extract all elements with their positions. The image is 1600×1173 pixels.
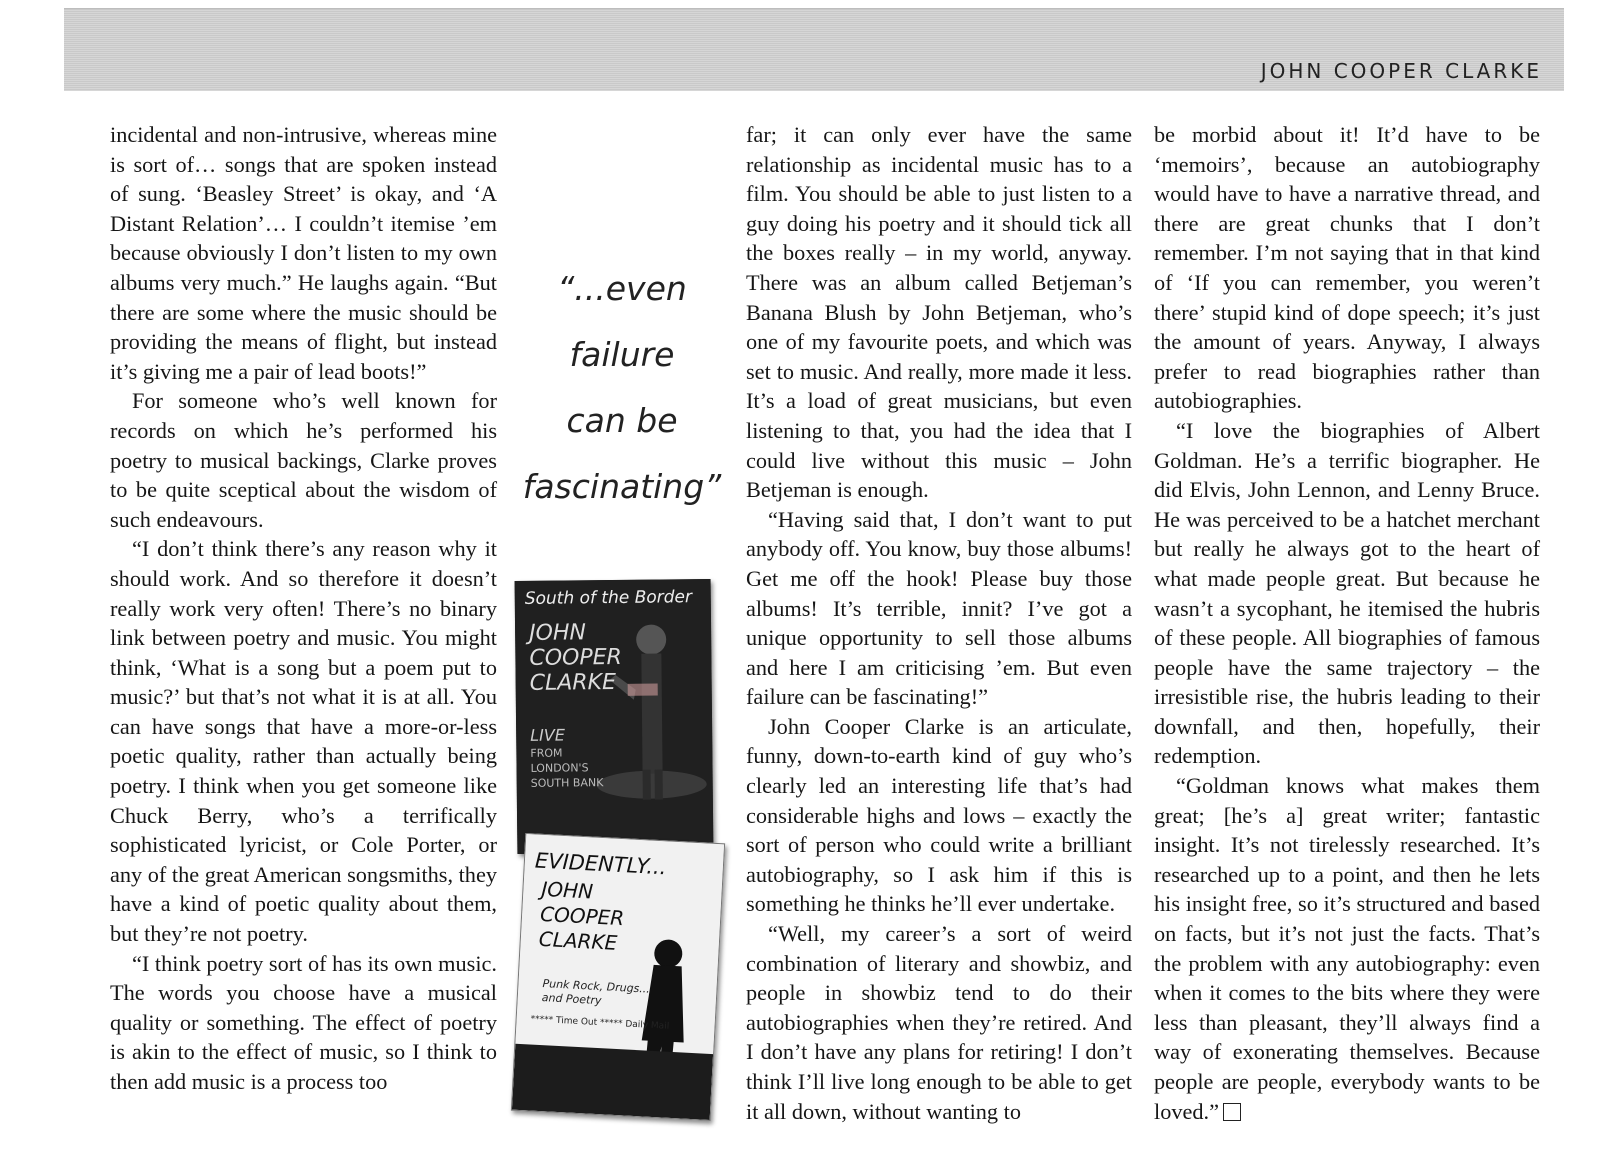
paragraph: “I love the biographies of Albert Goldman. He’s a terrific biographer. He did Elvis, John Lennon, and Lenny Bruce. He was perceived to be a hatchet merchant but really he always got to the heart of what made people great. But because he wasn’t a sycophant, he itemised the hubris of these people. All biographies of famous people have the same trajectory – the irresistible rise, the hubris leading to their downfall, and then, hopefully, their redemption. [1154, 417, 1540, 769]
paragraph: “I think poetry sort of has its own music. The words you choose have a musical quality or something. The effect of poetry is akin to the effect of music, so I think to then add music is a process too [110, 950, 497, 1094]
dvd-name-line: CLARKE [538, 926, 618, 955]
text-column-4 [1154, 120, 1540, 1126]
dvd-cover-south-of-the-border [515, 579, 714, 854]
dvd-title: South of the Border [524, 587, 693, 609]
dvd-cover-evidently [511, 833, 725, 1121]
dvd-tagline-line: Punk Rock, Drugs... [542, 977, 651, 996]
dvd-location-line: LONDON'S [530, 761, 589, 775]
dvd-tagline-line: and Poetry [541, 991, 602, 1008]
dvd-location-line: FROM [530, 746, 563, 760]
paragraph: For someone who’s well known for records on which he’s performed his poetry to musical backings, Clarke proves to be quite sceptical about the wisdom of such endeavours. [110, 388, 497, 532]
paragraph-text: “Goldman knows what makes them great; [he’s a] great writer; fantastic insight. It’s not tirelessly researched. It’s researched up to a point, and then he lets his insight free, so it’s structured and based on facts, but it’s not just the facts. That’s the problem with any autobiography: even when it comes to the bits where they were less than pleasant, they’ll always find a way of exonerating themselves. Because people are people, everybody wants to be loved.” [1154, 773, 1540, 1124]
paragraph: John Cooper Clarke is an articulate, funny, down-to-earth kind of guy who’s clearly led an interesting life that’s had considerable highs and lows – exactly the sort of person who could write a brilliant autobiography, so I ask him if this is something he thinks he’ll ever undertake. [746, 713, 1132, 917]
pull-quote-line: fascinating” [522, 467, 722, 506]
dvd-name-line: CLARKE [529, 669, 617, 696]
pull-quote-line: “...even failure [557, 269, 687, 374]
text-column-3 [746, 120, 1132, 1126]
paragraph: “Well, my career’s a sort of weird combination of literary and showbiz, and people in showbiz tend to do their autobiographies when they’re retired. And I don’t have any plans for retiring! I don’t think I’ll live long enough to be able to get it all down, without wanting to [746, 921, 1132, 1124]
dvd-location-line: SOUTH BANK [530, 776, 604, 790]
dvd-live-label: LIVE [530, 725, 565, 745]
paragraph: be morbid about it! It’d have to be ‘memoirs’, because an autobiography would have to have a narrative thread, and there are great chunks that I don’t remember. I’m not saying that in that kind of ‘If you can remember, you weren’t there’ stupid kind of dope speech; it’s just the amount of years. Anyway, I always prefer to read biographies rather than autobiographies. [1154, 122, 1540, 414]
dvd-title: EVIDENTLY... [534, 848, 668, 880]
paragraph: “I don’t think there’s any reason why it should work. And so therefore it doesn’t really work very often! There’s no binary link between poetry and music. You might think, ‘What is a song but a poem put to music?’ but that’s not what it is at all. You can have songs that have a more-or-less poetic quality, rather than actually being poetry. I think when you get someone like Chuck Berry, who’s a terrifically sophisticated lyricist, or Cole Porter, or any of the great American songsmiths, they have a kind of poetic quality about them, but they’re not poetry. [110, 536, 498, 947]
header-band [64, 8, 1564, 91]
paragraph: “Having said that, I don’t want to put anybody off. You know, buy those albums! Get me off the hook! Please buy those albums! It’s terrible, innit? I’ve got a unique opportunity to sell those albums and here I am criticising ’em. But even failure can be fascinating!” [746, 506, 1132, 710]
pull-quote-line: can be [566, 401, 678, 440]
running-head: JOHN COOPER CLARKE [1260, 59, 1542, 83]
dvd-name-line: JOHN [540, 876, 594, 904]
dvd-name-line: JOHN [528, 620, 587, 646]
dvd-name-line: COOPER [539, 901, 625, 931]
paragraph: incidental and non-intrusive, whereas mine is sort of… songs that are spoken instead of sung. ‘Beasley Street’ is okay, and ‘A Distant Relation’… I couldn’t itemise ’em because obviously I don’t listen to my own albums very much.” He laughs again. “But there are some where the music should be providing the means of flight, but instead it’s giving me a pair of lead boots!” [110, 122, 497, 384]
pull-quote [512, 256, 732, 520]
text-column-1 [110, 120, 497, 1097]
end-of-article-box-icon [1223, 1103, 1241, 1121]
paragraph [1154, 771, 1540, 1126]
paragraph: far; it can only ever have the same relationship as incidental music has to a film. You should be able to just listen to a guy doing his poetry and it should tick all the boxes really – in my world, anyway. There was an album called Betjeman’s Banana Blush by John Betjeman, who’s one of my favourite poets, and which was set to music. And really, more made it less. It’s a load of great musicians, but even listening to that, you had the idea that I could live without this music – John Betjeman is enough. [746, 122, 1132, 503]
dvd-ratings: ***** Time Out ***** Daily Mail [530, 1014, 670, 1032]
dvd-name-line: COOPER [529, 644, 622, 671]
